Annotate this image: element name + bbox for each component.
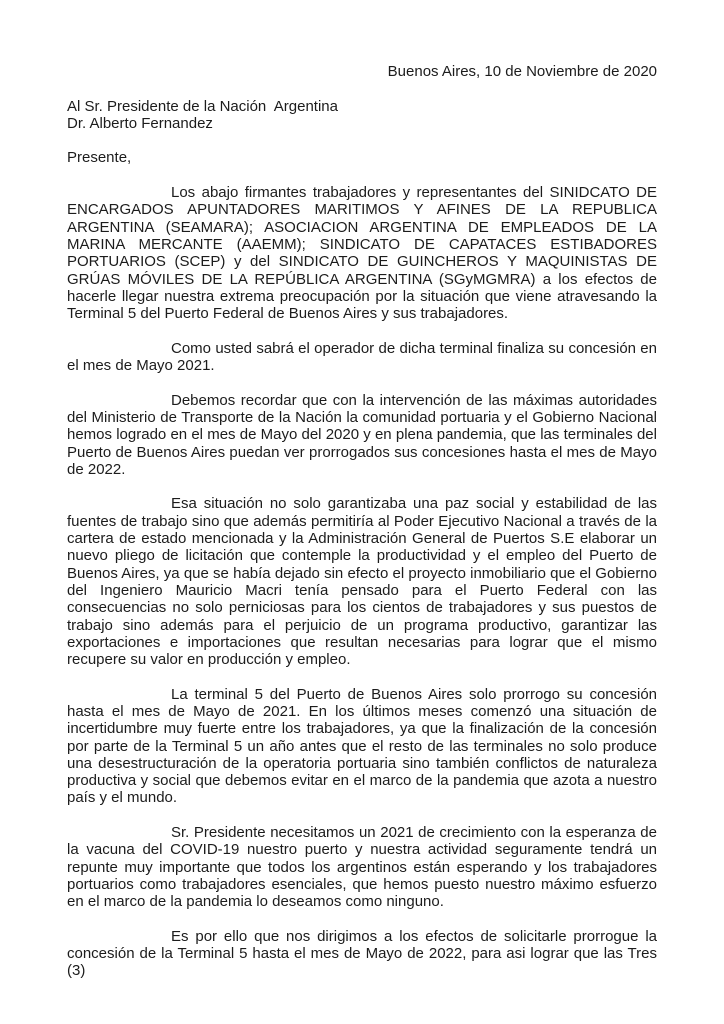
salutation: Presente, xyxy=(67,149,132,167)
letter-date: Buenos Aires, 10 de Noviembre de 2020 xyxy=(387,63,657,80)
letter-paragraph-2: Como usted sabrá el operador de dicha terminal finaliza su concesión en el mes de Mayo 2021. xyxy=(67,339,657,375)
letter-paragraph-7: Es por ello que nos dirigimos a los efectos de solicitarle prorrogue la concesión de la Terminal 5 hasta el mes de Mayo de 2022, para asi lograr que las Tres (3) xyxy=(67,927,657,980)
recipient-title: Al Sr. Presidente de la Nación Argentina xyxy=(67,97,338,115)
letter-paragraph-6: Sr. Presidente necesitamos un 2021 de crecimiento con la esperanza de la vacuna del COVID-19 nuestro puerto y nuestra actividad seguramente tendrá un repunte muy importante que todos los argentinos están esperando y los trabajadores portuarios como trabajadores esenciales, que hemos puesto nuestro máximo esfuerzo en el marco de la pandemia lo deseamos como ninguno. xyxy=(67,824,657,911)
letter-paragraph-5: La terminal 5 del Puerto de Buenos Aires solo prorrogo su concesión hasta el mes de Mayo de 2021. En los últimos meses comenzó una situación de incertidumbre muy fuerte entre los trabajadores, ya que la finalización de la concesión por parte de la Terminal 5 un año antes que el resto de las terminales no solo produce una desestructuración de la operatoria portuaria sino también conflictos de naturaleza productiva y social que debemos evitar en el marco de la pandemia que azota a nuestro país y el mundo. xyxy=(67,685,657,807)
recipient-block xyxy=(67,98,657,133)
letter-paragraph-1: Los abajo firmantes trabajadores y representantes del SINIDCATO DE ENCARGADOS APUNTADORES MARITIMOS Y AFINES DE LA REPUBLICA ARGENTINA (SEAMARA); ASOCIACION ARGENTINA DE EMPLEADOS DE LA MARINA MERCANTE (AAEMM); SINDICATO DE CAPATACES ESTIBADORES PORTUARIOS (SCEP) y del SINDICATO DE GUINCHEROS Y MAQUINISTAS DE GRÚAS MÓVILES DE LA REPÚBLICA ARGENTINA (SGyMGMRA) a los efectos de hacerle llegar nuestra extrema preocupación por la situación que viene atravesando la Terminal 5 del Puerto Federal de Buenos Aires y sus trabajadores. xyxy=(67,184,657,323)
letter-paragraph-4: Esa situación no solo garantizaba una paz social y estabilidad de las fuentes de trabajo sino que además permitiría al Poder Ejecutivo Nacional a través de la cartera de estado mencionada y la Administración General de Puertos S.E elaborar un nuevo pliego de licitación que contemple la productividad y el empleo del Puerto de Buenos Aires, ya que se había dejado sin efecto el proyecto inmobiliario que el Gobierno del Ingeniero Mauricio Macri tenía pensado para el Puerto Federal con las consecuencias no solo perniciosas para los cientos de trabajadores y sus puestos de trabajo sino además para el perjuicio de un programa productivo, garantizar las exportaciones e importaciones que resultan necesarias para lograr que el mismo recupere su valor en producción y empleo. xyxy=(67,495,657,669)
recipient-name: Dr. Alberto Fernandez xyxy=(67,114,213,132)
letter-paragraph-3: Debemos recordar que con la intervención de las máximas autoridades del Ministerio de Transporte de la Nación la comunidad portuaria y el Gobierno Nacional hemos logrado en el mes de Mayo del 2020 y en plena pandemia, que las terminales del Puerto de Buenos Aires puedan ver prorrogados sus concesiones hasta el mes de Mayo de 2022. xyxy=(67,391,657,478)
